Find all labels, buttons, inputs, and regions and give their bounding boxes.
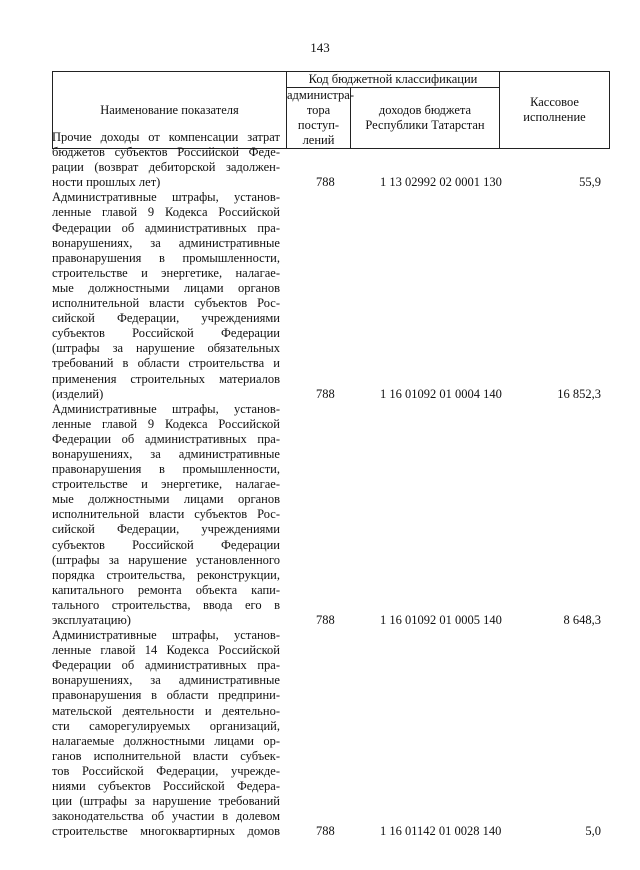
indicator-name-line: тального строительства, ввода его в (52, 597, 280, 612)
execution-value: 16 852,3 (557, 386, 601, 401)
indicator-name (52, 130, 280, 190)
indicator-name-line: правонарушения в промышленности, (52, 250, 280, 265)
header-admin-line: администра- (287, 88, 355, 102)
indicator-name-line: вонарушениях, за административные (52, 673, 280, 688)
indicator-name-line: налагаемые должностными лицами ор- (52, 733, 280, 748)
table-row (52, 628, 609, 839)
header-name-column: Наименование показателя (53, 72, 287, 149)
admin-code: 788 (316, 175, 335, 190)
indicator-name-line: требований в области строительства и (52, 356, 280, 371)
table-body (52, 130, 609, 839)
header-admin-line: лений (302, 133, 335, 147)
indicator-name-line: строительстве и энергетике, налагае- (52, 265, 280, 280)
indicator-name-line: правонарушения в области предприни- (52, 688, 280, 703)
income-code: 1 16 01142 01 0028 140 (380, 824, 502, 839)
indicator-name-line: мательской деятельности и деятельно- (52, 703, 280, 718)
indicator-name-line: рации (возврат дебиторской задолжен- (52, 160, 280, 175)
admin-code: 788 (316, 824, 335, 839)
income-code: 1 16 01092 01 0005 140 (380, 613, 502, 627)
income-code: 1 13 02992 02 0001 130 (380, 175, 502, 190)
indicator-name-line: вонарушениях, за административные (52, 446, 280, 461)
indicator-name-line: ленные главой 9 Кодекса Российской (52, 205, 280, 220)
execution-value: 5,0 (585, 824, 601, 839)
indicator-name-line: строительстве многоквартирных домов (52, 824, 280, 839)
indicator-name-line: эксплуатацию) (52, 613, 131, 627)
header-execution-line: исполнение (523, 110, 586, 124)
indicator-name-line: ции (штрафы за нарушение требований (52, 794, 280, 809)
indicator-name-line: законодательства об участии в долевом (52, 809, 280, 824)
admin-code: 788 (316, 613, 335, 627)
indicator-name-line: ниями субъектов Российской Федера- (52, 779, 280, 794)
indicator-name-line: применения строительных материалов (52, 371, 280, 386)
admin-code: 788 (316, 386, 335, 401)
header-execution-line: Кассовое (530, 95, 579, 109)
indicator-name-line: ленные главой 9 Кодекса Российской (52, 416, 280, 431)
indicator-name-line: Федерации об административных пра- (52, 220, 280, 235)
indicator-name-line: ганов исполнительной власти субъек- (52, 748, 280, 763)
indicator-name-line: сийской Федерации, учреждениями (52, 522, 280, 537)
indicator-name-line: вонарушениях, за административные (52, 235, 280, 250)
indicator-name-line: правонарушения в промышленности, (52, 462, 280, 477)
indicator-name-line: субъектов Российской Федерации (52, 326, 280, 341)
indicator-name (52, 190, 280, 401)
header-income-line: Республики Татарстан (365, 118, 485, 132)
indicator-name-line: Административные штрафы, установ- (52, 190, 280, 205)
header-income-line: доходов бюджета (378, 103, 472, 117)
indicator-name-line: субъектов Российской Федерации (52, 537, 280, 552)
table-row (52, 130, 609, 190)
indicator-name-line: исполнительной власти субъектов Рос- (52, 507, 280, 522)
indicator-name-line: (штрафы за нарушение обязательных (52, 341, 280, 356)
indicator-name-line: Прочие доходы от компенсации затрат (52, 130, 280, 144)
indicator-name-line: мые должностными лицами органов (52, 492, 280, 507)
income-code: 1 16 01092 01 0004 140 (380, 386, 502, 401)
page-number: 143 (310, 40, 330, 55)
header-admin-line: тора поступ- (297, 103, 340, 132)
table-row (52, 402, 609, 628)
indicator-name-line: Федерации об административных пра- (52, 658, 280, 673)
indicator-name-line: сийской Федерации, учреждениями (52, 311, 280, 326)
indicator-name-line: капитального ремонта объекта капи- (52, 582, 280, 597)
indicator-name (52, 628, 280, 839)
indicator-name-line: исполнительной власти субъектов Рос- (52, 296, 280, 311)
indicator-name-line: (изделий) (52, 386, 104, 401)
indicator-name-line: ленные главой 14 Кодекса Российской (52, 643, 280, 658)
indicator-name-line: строительстве и энергетике, налагае- (52, 477, 280, 492)
indicator-name-line: Административные штрафы, установ- (52, 628, 280, 643)
indicator-name-line: мые должностными лицами органов (52, 280, 280, 295)
indicator-name-line: ности прошлых лет) (52, 175, 161, 190)
execution-value: 8 648,3 (563, 613, 601, 627)
table-row (52, 190, 609, 401)
indicator-name-line: Административные штрафы, установ- (52, 401, 280, 416)
indicator-name (52, 402, 280, 628)
indicator-name-line: сти саморегулируемых организаций, (52, 718, 280, 733)
execution-value: 55,9 (579, 175, 601, 190)
indicator-name-line: (штрафы за нарушение установленного (52, 552, 280, 567)
indicator-name-line: тов Российской Федерации, учрежде- (52, 763, 280, 778)
indicator-name-line: Федерации об административных пра- (52, 431, 280, 446)
header-budget-code-group: Код бюджетной классификации (287, 72, 500, 88)
indicator-name-line: порядка строительства, реконструкции, (52, 567, 280, 582)
indicator-name-line: бюджетов субъектов Российской Феде- (52, 145, 280, 160)
